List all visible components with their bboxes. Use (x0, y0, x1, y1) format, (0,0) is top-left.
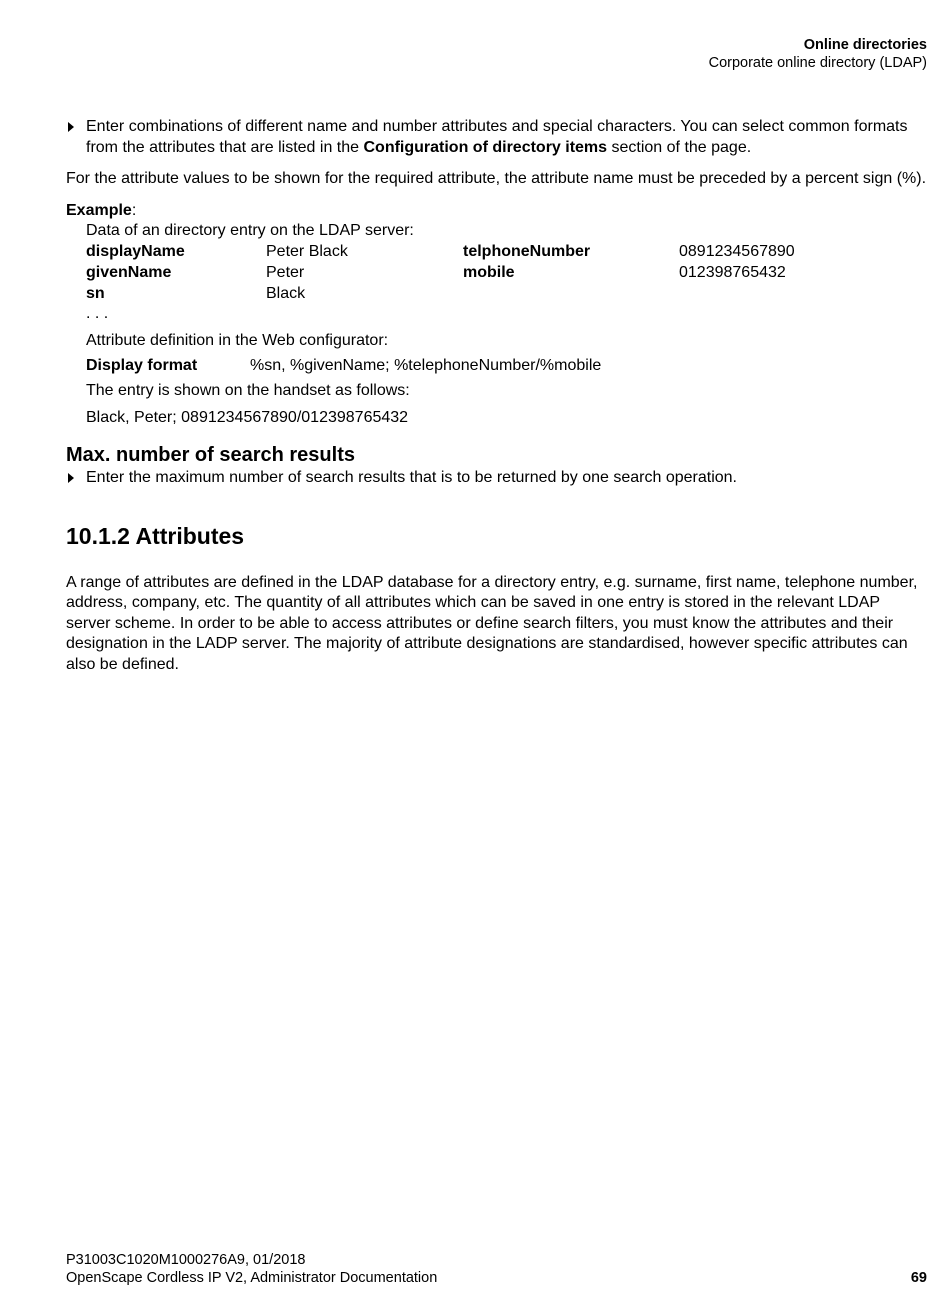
bullet-formats: Enter combinations of different name and number attributes and special characters. You can select common formats from the attributes that are listed in the Configuration of directory items section of the page. (66, 117, 928, 158)
attr-name: displayName (86, 242, 185, 260)
example-title: Example (66, 201, 132, 219)
page-number: 69 (910, 1270, 927, 1286)
attr-value: 0891234567890 (679, 242, 795, 260)
attributes-paragraph: A range of attributes are defined in the LDAP database for a directory entry, e.g. surname, first name, telephone number, address, company, etc. The quantity of all attributes which can be saved in one entry is stored in the relevant LDAP server scheme. In order to be able to access attributes or define search filters, you must know the attributes and their designation in the LADP server. The majority of attribute designations are standardised, however specific attributes can also be defined. (66, 573, 918, 673)
header-chapter: Online directories (803, 37, 927, 53)
display-format-label: Display format (86, 357, 198, 374)
main-content (66, 117, 928, 675)
percent-paragraph: For the attribute values to be shown for the required attribute, the attribute name must be preceded by a percent sign (%). (66, 170, 927, 187)
example-block: Example: Data of an directory entry on the LDAP server: displayName Peter Black telphoneNumber 0891234567890 givenName Peter mobile 012398765432 sn Black . . . Attribute definition in the Web configurator: Display format %sn, %givenName; %telephoneNumber/%mobile The entry is shown on the handset as follows: Black, Peter; 0891234567890/012398765432 (66, 201, 928, 429)
shown-value: Black, Peter; 0891234567890/012398765432 (86, 408, 409, 426)
attr-value: 012398765432 (679, 263, 786, 281)
attr-name: telphoneNumber (463, 242, 591, 260)
attr-name: sn (86, 284, 105, 302)
footer-doc-id: P31003C1020M1000276A9, 01/2018 (66, 1252, 306, 1268)
bullet-max-results: Enter the maximum number of search results that is to be returned by one search operation. (66, 468, 928, 489)
footer-doc-title: OpenScape Cordless IP V2, Administrator Documentation (66, 1270, 438, 1286)
attr-value: Peter Black (266, 242, 348, 260)
attribute-table (86, 242, 928, 326)
attr-value: Black (266, 284, 306, 302)
attr-name: mobile (463, 263, 515, 281)
page-footer (66, 1251, 927, 1287)
definition-intro: Attribute definition in the Web configurator: (86, 331, 389, 349)
max-results-heading: Max. number of search results (66, 444, 355, 466)
example-data-intro: Data of an directory entry on the LDAP server: (86, 222, 414, 239)
attributes-heading: 10.1.2 Attributes (66, 522, 245, 549)
ellipsis: . . . (86, 304, 109, 322)
attr-name: givenName (86, 263, 172, 281)
shown-intro: The entry is shown on the handset as follows: (86, 382, 410, 399)
page-header (709, 36, 927, 72)
header-section: Corporate online directory (LDAP) (708, 55, 927, 71)
config-items-ref: Configuration of directory items (363, 138, 608, 156)
arrow-right-icon (68, 122, 74, 132)
attr-value: Peter (266, 263, 305, 281)
display-format-row (86, 354, 928, 376)
arrow-right-icon (68, 473, 74, 483)
display-format-value: %sn, %givenName; %telephoneNumber/%mobile (250, 357, 602, 374)
